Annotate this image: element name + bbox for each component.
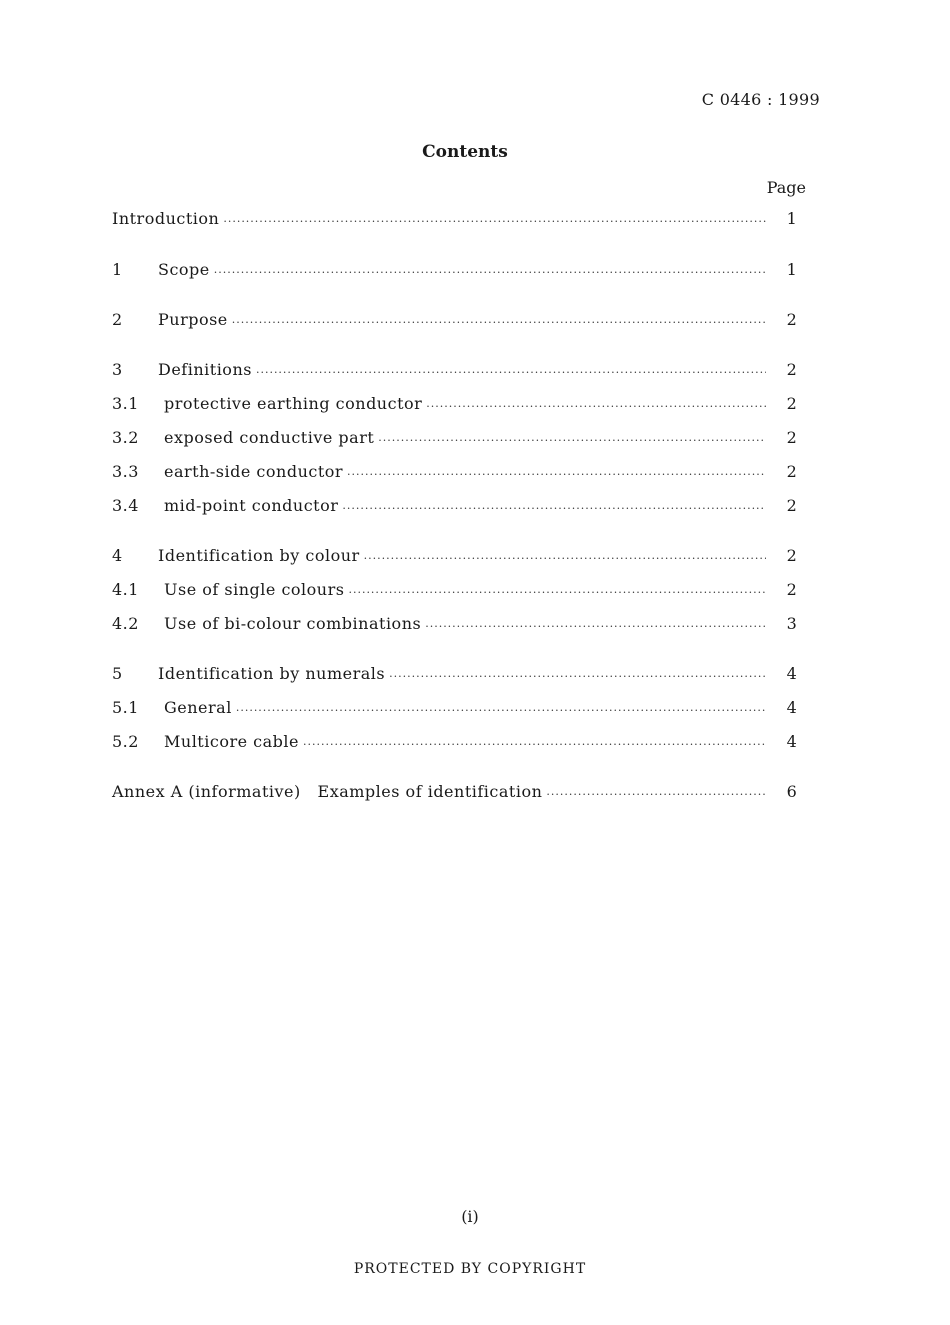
- toc-entry-number: 4: [112, 546, 123, 565]
- toc-entry-label: mid-point conductor: [164, 496, 339, 515]
- toc-entry-label: Identification by numerals: [158, 664, 386, 683]
- toc-entry-label: Scope: [158, 260, 210, 279]
- toc-entry-number: 3.2: [112, 428, 139, 447]
- leader-dots: [214, 264, 766, 279]
- toc-entry-5-2[interactable]: [112, 727, 812, 751]
- leader-dots: [236, 702, 766, 717]
- leader-dots: [364, 550, 766, 565]
- toc-entry-page: 2: [786, 360, 798, 379]
- leader-dots: [303, 736, 766, 751]
- leader-dots: [546, 786, 766, 801]
- leader-dots: [389, 668, 766, 683]
- toc-entry-page: 2: [786, 496, 798, 515]
- toc-entry-page: 2: [786, 462, 798, 481]
- leader-dots: [342, 500, 766, 515]
- toc-entry-label: Introduction: [112, 209, 220, 228]
- toc-entry-number: 4.2: [112, 614, 139, 633]
- toc-entry-annex-a[interactable]: [112, 777, 812, 801]
- toc-entry-3-2[interactable]: [112, 423, 812, 447]
- toc-entry-page: 4: [786, 732, 798, 751]
- toc-entry-label: General: [164, 698, 232, 717]
- toc-entry-number: 3.3: [112, 462, 139, 481]
- toc-entry-3-1[interactable]: [112, 389, 812, 413]
- toc-entry-label: Identification by colour: [158, 546, 360, 565]
- page-title: Contents: [422, 142, 508, 162]
- toc-entry-number: 2: [112, 310, 123, 329]
- leader-dots: [232, 314, 766, 329]
- leader-dots: [378, 432, 766, 447]
- toc-entry-page: 6: [786, 782, 798, 801]
- document-number: C 0446 : 1999: [701, 90, 820, 109]
- toc-entry-page: 2: [786, 546, 798, 565]
- toc-entry-label: Use of bi-colour combinations: [164, 614, 422, 633]
- toc-entry-page: 1: [786, 260, 798, 279]
- toc-entry-introduction[interactable]: [112, 204, 812, 228]
- toc-entry-page: 1: [786, 209, 798, 228]
- toc-entry-number: 5.2: [112, 732, 139, 751]
- toc-entry-page: 4: [786, 664, 798, 683]
- toc-entry-page: 2: [786, 394, 798, 413]
- toc-entry-label: earth-side conductor: [164, 462, 344, 481]
- toc-entry-page: 2: [786, 580, 798, 599]
- leader-dots: [223, 213, 766, 228]
- toc-entry-purpose[interactable]: [112, 305, 812, 329]
- toc-entry-number: 1: [112, 260, 123, 279]
- leader-dots: [425, 618, 766, 633]
- toc-entry-label: Multicore cable: [164, 732, 299, 751]
- page-number: (i): [461, 1207, 479, 1226]
- toc-entry-3-4[interactable]: [112, 491, 812, 515]
- toc-entry-number: 5.1: [112, 698, 139, 717]
- toc-entry-page: 2: [786, 310, 798, 329]
- toc-entry-4-2[interactable]: [112, 609, 812, 633]
- toc-entry-number: 5: [112, 664, 123, 683]
- toc-entry-number: 3.4: [112, 496, 139, 515]
- toc-entry-label: protective earthing conductor: [164, 394, 423, 413]
- copyright-notice: PROTECTED BY COPYRIGHT: [353, 1261, 587, 1277]
- toc-entry-definitions[interactable]: [112, 355, 812, 379]
- toc-entry-page: 2: [786, 428, 798, 447]
- page-column-header: Page: [766, 178, 806, 197]
- leader-dots: [347, 466, 766, 481]
- leader-dots: [426, 398, 766, 413]
- toc-entry-identification-by-colour[interactable]: [112, 541, 812, 565]
- toc-entry-3-3[interactable]: [112, 457, 812, 481]
- toc-entry-label: exposed conductive part: [164, 428, 375, 447]
- leader-dots: [256, 364, 766, 379]
- toc-entry-number: 4.1: [112, 580, 139, 599]
- toc-entry-label: Annex A (informative) Examples of identification: [112, 782, 543, 801]
- toc-entry-label: Purpose: [158, 310, 228, 329]
- toc-entry-page: 4: [786, 698, 798, 717]
- toc-entry-5-1[interactable]: [112, 693, 812, 717]
- toc-entry-identification-by-numerals[interactable]: [112, 659, 812, 683]
- toc-entry-label: Definitions: [158, 360, 252, 379]
- toc-entry-page: 3: [786, 614, 798, 633]
- toc-entry-number: 3.1: [112, 394, 139, 413]
- toc-entry-label: Use of single colours: [164, 580, 345, 599]
- toc-entry-number: 3: [112, 360, 123, 379]
- toc-entry-4-1[interactable]: [112, 575, 812, 599]
- leader-dots: [348, 584, 766, 599]
- toc-entry-scope[interactable]: [112, 255, 812, 279]
